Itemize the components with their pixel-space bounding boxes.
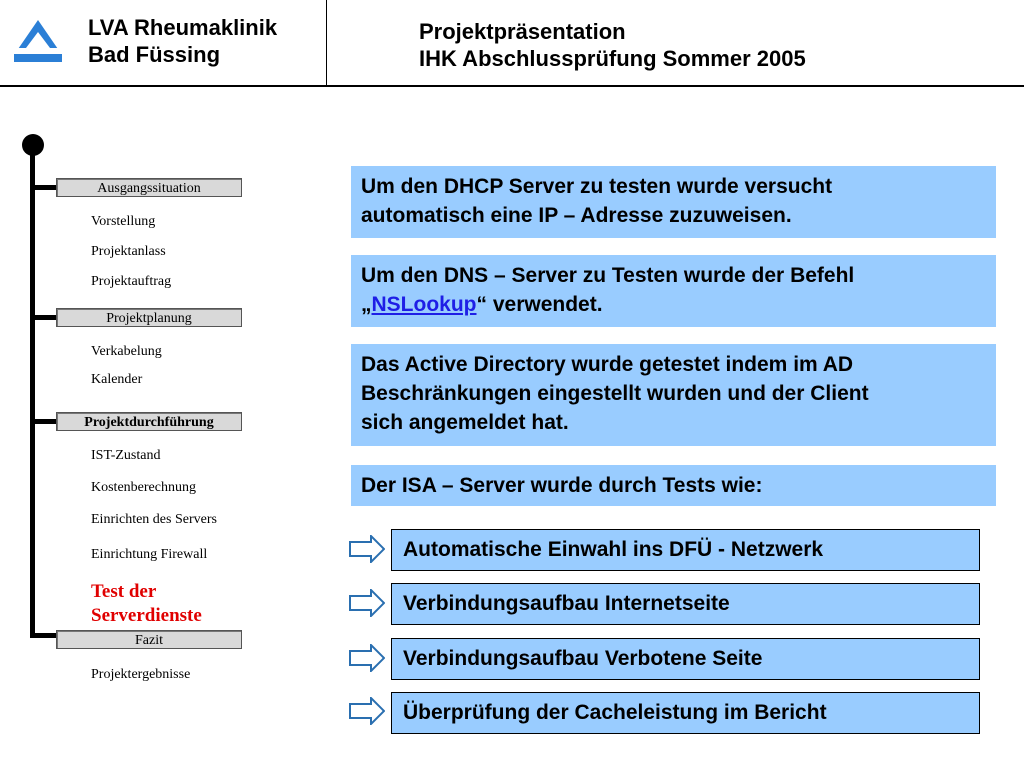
- arrow-right-icon: [349, 697, 385, 725]
- nav-item-projektanlass[interactable]: Projektanlass: [91, 244, 166, 259]
- nav-item-kostenberechnung[interactable]: Kostenberechnung: [91, 480, 196, 495]
- ad-test-line-2: Beschränkungen eingestellt wurden und der Client: [361, 382, 869, 405]
- nav-section-fazit[interactable]: Fazit: [56, 630, 242, 649]
- test-item: Überprüfung der Cacheleistung im Bericht: [391, 692, 980, 734]
- timeline-connector: [30, 633, 56, 638]
- presentation-title-line-1: Projektpräsentation: [419, 19, 626, 44]
- dns-test-line-1: Um den DNS – Server zu Testen wurde der Befehl: [361, 264, 855, 287]
- arrow-right-icon: [349, 589, 385, 617]
- dns-quote-open: „: [361, 293, 372, 316]
- ad-test-line-3: sich angemeldet hat.: [361, 411, 569, 434]
- timeline-line: [30, 150, 35, 636]
- test-item: Verbindungsaufbau Verbotene Seite: [391, 638, 980, 680]
- organization-name: [88, 14, 277, 68]
- nav-item-einrichtung-firewall[interactable]: Einrichtung Firewall: [91, 547, 208, 562]
- header-rule: [0, 85, 1024, 87]
- timeline-connector: [30, 315, 56, 320]
- nav-item-active-line-1: Test der: [91, 581, 157, 602]
- test-item: Verbindungsaufbau Internetseite: [391, 583, 980, 625]
- ad-test-line-1: Das Active Directory wurde getestet indem im AD: [361, 353, 854, 376]
- nav-section-ausgangssituation[interactable]: Ausgangssituation: [56, 178, 242, 197]
- isa-test-box: [351, 465, 996, 506]
- nav-item-projektergebnisse[interactable]: Projektergebnisse: [91, 667, 191, 682]
- presentation-title: [419, 18, 806, 72]
- organization-line-2: Bad Füssing: [88, 42, 221, 67]
- nav-section-projektplanung[interactable]: Projektplanung: [56, 308, 242, 327]
- timeline-connector: [30, 419, 56, 424]
- nav-item-vorstellung[interactable]: Vorstellung: [91, 214, 156, 229]
- nav-item-verkabelung[interactable]: Verkabelung: [91, 344, 162, 359]
- dns-test-line-2: [361, 290, 986, 319]
- nav-item-kalender[interactable]: Kalender: [91, 372, 143, 387]
- header-divider: [326, 0, 327, 86]
- arrow-right-icon: [349, 535, 385, 563]
- active-directory-test-box: [351, 344, 996, 446]
- clinic-logo-icon: [12, 18, 64, 64]
- nslookup-link[interactable]: NSLookup: [371, 293, 477, 316]
- test-item: Automatische Einwahl ins DFÜ - Netzwerk: [391, 529, 980, 571]
- presentation-title-line-2: IHK Abschlussprüfung Sommer 2005: [419, 46, 806, 71]
- nav-item-active-line-2: Serverdienste: [91, 605, 202, 626]
- isa-test-text: Der ISA – Server wurde durch Tests wie:: [361, 474, 763, 497]
- nav-item-einrichten-des-servers[interactable]: Einrichten des Servers: [91, 512, 217, 527]
- organization-line-1: LVA Rheumaklinik: [88, 15, 278, 40]
- dhcp-test-line-1: Um den DHCP Server zu testen wurde versucht: [361, 175, 833, 198]
- dhcp-test-box: [351, 166, 996, 238]
- dns-test-rest: “ verwendet.: [476, 293, 603, 316]
- nav-section-projektdurchfuehrung[interactable]: Projektdurchführung: [56, 412, 242, 431]
- dns-test-box: [351, 255, 996, 327]
- nav-item-ist-zustand[interactable]: IST-Zustand: [91, 448, 161, 463]
- arrow-right-icon: [349, 644, 385, 672]
- timeline-connector: [30, 185, 56, 190]
- dhcp-test-line-2: automatisch eine IP – Adresse zuzuweisen.: [361, 204, 792, 227]
- nav-item-projektauftrag[interactable]: Projektauftrag: [91, 274, 172, 289]
- nav-item-test-der-serverdienste[interactable]: [91, 580, 202, 628]
